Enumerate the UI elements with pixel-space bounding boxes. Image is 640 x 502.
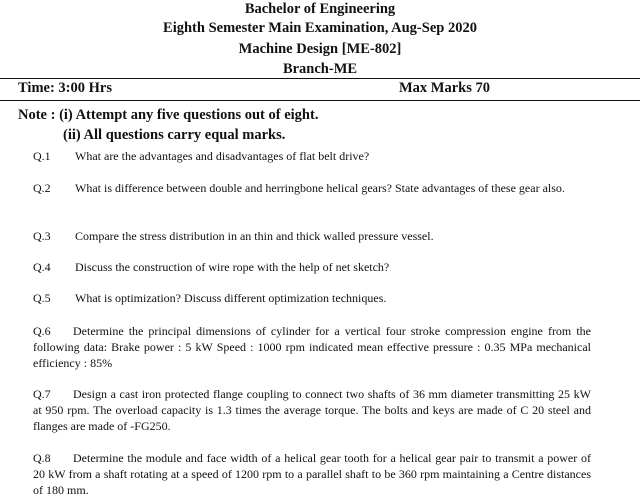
question-number: Q.3 [33, 229, 51, 243]
exam-title: Eighth Semester Main Examination, Aug-Sep 2020 [163, 20, 477, 36]
question-number: Q.5 [33, 291, 51, 305]
degree-title: Bachelor of Engineering [244, 1, 396, 17]
header-bottom-rule [0, 100, 640, 101]
question-text: What is difference between double and herringbone helical gears? State advantages of these gear also. [75, 181, 565, 195]
question-number: Q.8 [33, 451, 51, 465]
time-marks-row [18, 78, 490, 100]
question-number: Q.4 [33, 260, 51, 274]
branch-title: Branch-ME [282, 61, 358, 77]
max-marks-label: Max Marks 70 [398, 80, 490, 96]
question-4 [33, 259, 591, 275]
question-number: Q.7 [33, 387, 51, 401]
question-6 [33, 323, 591, 371]
note-line-1: Note : (i) Attempt any five questions out of eight. [18, 107, 319, 123]
question-number: Q.1 [33, 149, 51, 163]
question-text: Determine the module and face width of a helical gear tooth for a helical gear pair to transmit a power of 20 kW from a shaft rotating at a speed of 1200 rpm to a parallel shaft to be 360 rpm maintaining a Centre distances of 180 mm. [33, 451, 591, 497]
question-number: Q.2 [33, 181, 51, 195]
time-label: Time: 3:00 Hrs [18, 80, 112, 96]
note-line-2: (ii) All questions carry equal marks. [63, 127, 286, 143]
question-2 [33, 180, 591, 196]
question-text: What are the advantages and disadvantages of flat belt drive? [75, 149, 370, 163]
question-1 [33, 148, 591, 164]
question-3 [33, 228, 591, 244]
question-7 [33, 386, 591, 434]
question-number: Q.6 [33, 324, 51, 338]
question-5 [33, 290, 591, 306]
question-text: Design a cast iron protected flange coupling to connect two shafts of 36 mm diameter transmitting 25 kW at 950 rpm. The overload capacity is 1.3 times the average torque. The bolts and keys are made of C 20 steel and flanges are made of -FG250. [33, 387, 591, 433]
question-text: What is optimization? Discuss different optimization techniques. [75, 291, 387, 305]
question-8 [33, 450, 591, 498]
question-text: Determine the principal dimensions of cylinder for a vertical four stroke compression engine from the following data: Brake power : 5 kW Speed : 1000 rpm indicated mean effective pressure : 0.35 MPa mechanical efficiency : 85% [33, 324, 591, 370]
question-text: Compare the stress distribution in an thin and thick walled pressure vessel. [75, 229, 434, 243]
subject-title: Machine Design [ME-802] [238, 41, 402, 57]
question-text: Discuss the construction of wire rope with the help of net sketch? [75, 260, 390, 274]
